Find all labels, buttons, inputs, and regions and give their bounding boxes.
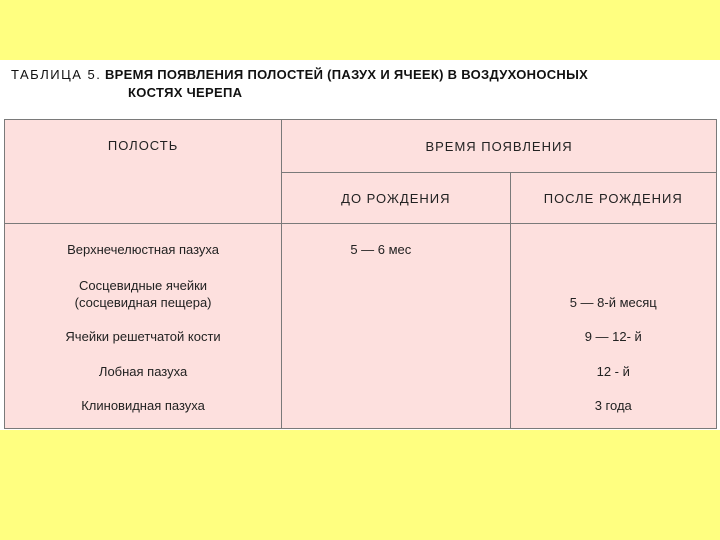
- cavity-item-5: [5, 397, 281, 414]
- after-birth-value-3: 9 — 12- й: [584, 329, 642, 344]
- cavity-item-1: [5, 241, 281, 258]
- cavity-label: Сосцевидные ячейки: [79, 278, 208, 293]
- header-cavity: ПОЛОСТЬ: [5, 120, 282, 224]
- after-birth-value-4: 12 - й: [596, 364, 630, 379]
- cavity-item-4: [5, 363, 281, 380]
- title-line-1: ВРЕМЯ ПОЯВЛЕНИЯ ПОЛОСТЕЙ (ПАЗУХ И ЯЧЕЕК) В ВОЗДУХОНОСНЫХ: [104, 67, 589, 82]
- cavity-sublabel: (сосцевидная пещера): [74, 295, 212, 310]
- header-before-birth: ДО РОЖДЕНИЯ: [282, 173, 510, 224]
- before-birth-column: [282, 224, 510, 429]
- cavity-item-3: [5, 328, 281, 345]
- cavity-item-2: [5, 277, 281, 311]
- table-title: [11, 66, 711, 102]
- after-birth-value-2: 5 — 8-й месяц: [569, 295, 657, 310]
- body-row: [5, 224, 717, 429]
- after-birth-column: [510, 224, 717, 429]
- after-birth-value-5: 3 года: [594, 398, 632, 413]
- title-line-2: КОСТЯХ ЧЕРЕПА: [128, 85, 243, 100]
- before-birth-value-1: 5 — 6 мес: [350, 242, 412, 257]
- header-time: ВРЕМЯ ПОЯВЛЕНИЯ: [282, 120, 717, 173]
- header-row-1: [5, 120, 717, 173]
- data-table: [4, 119, 717, 429]
- header-after-birth: ПОСЛЕ РОЖДЕНИЯ: [510, 173, 717, 224]
- cavity-label: Ячейки решетчатой кости: [65, 329, 221, 344]
- cavity-label: Верхнечелюстная пазуха: [67, 242, 220, 257]
- table-number: ТАБЛИЦА 5.: [11, 67, 102, 82]
- cavity-column: [5, 224, 282, 429]
- cavity-label: Лобная пазуха: [98, 364, 188, 379]
- cavity-label: Клиновидная пазуха: [81, 398, 205, 413]
